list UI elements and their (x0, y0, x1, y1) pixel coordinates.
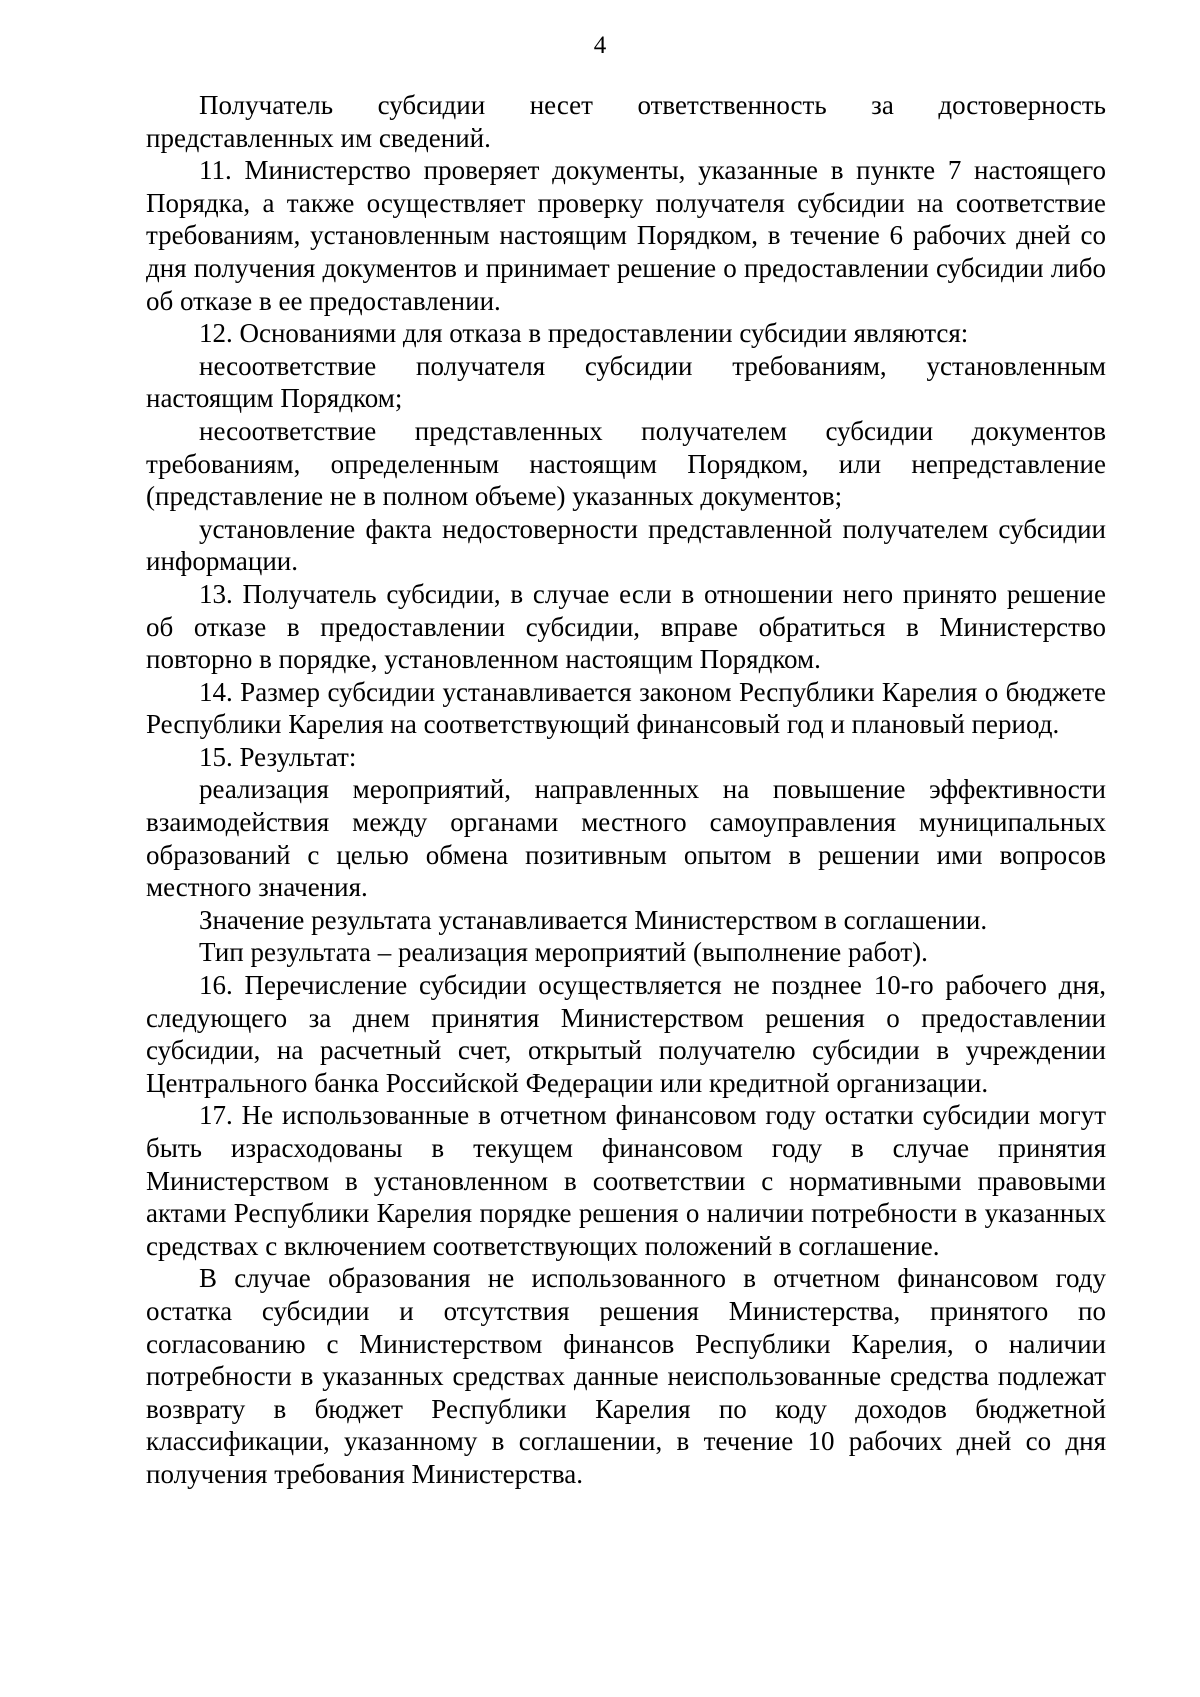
paragraph-13: 13. Получатель субсидии, в случае если в отношении него принято решение об отказе в предоставлении субсидии, вправе обратиться в Министерство повторно в порядке, установленном настоящим Порядком. (146, 578, 1106, 675)
paragraph-12-item-3: установление факта недостоверности представленной получателем субсидии информации. (146, 513, 1106, 577)
paragraph-15-type: Тип результата – реализация мероприятий (выполнение работ). (199, 937, 928, 968)
page-number: 4 (593, 32, 607, 59)
paragraph-17: 17. Не использованные в отчетном финансовом году остатки субсидии могут быть израсходованы в текущем финансовом году в случае принятия Министерством в установленном в соответствии с нормативными правовыми актами Республики Карелия порядке решения о наличии потребности в указанных средствах с включением соответствующих положений в соглашение. (146, 1100, 1106, 1261)
paragraph-15: 15. Результат: (199, 741, 357, 772)
paragraph-12: 12. Основаниями для отказа в предоставлении субсидии являются: (199, 318, 969, 349)
document-body (146, 89, 1106, 1491)
paragraph-responsibility: Получатель субсидии несет ответственность за достоверность представленных им сведений. (146, 90, 1106, 153)
paragraph-15-value: Значение результата устанавливается Министерством в соглашении. (199, 904, 988, 935)
paragraph-15-result: реализация мероприятий, направленных на повышение эффективности взаимодействия между органами местного самоуправления муниципальных образований с целью обмена позитивным опытом в решении ими вопросов местного значения. (146, 774, 1106, 903)
paragraph-12-item-1: несоответствие получателя субсидии требованиям, установленным настоящим Порядком; (146, 350, 1106, 414)
paragraph-14: 14. Размер субсидии устанавливается законом Республики Карелия о бюджете Республики Карелия на соответствующий финансовый год и плановый период. (146, 676, 1106, 740)
paragraph-17-return: В случае образования не использованного в отчетном финансовом году остатка субсидии и отсутствия решения Министерства, принятого по согласованию с Министерством финансов Республики Карелия, о наличии потребности в указанных средствах данные неиспользованные средства подлежат возврату в бюджет Республики Карелия по коду доходов бюджетной классификации, указанному в соглашении, в течение 10 рабочих дней со дня получения требования Министерства. (146, 1263, 1106, 1489)
paragraph-11: 11. Министерство проверяет документы, указанные в пункте 7 настоящего Порядка, а также осуществляет проверку получателя субсидии на соответствие требованиям, установленным настоящим Порядком, в течение 6 рабочих дней со дня получения документов и принимает решение о предоставлении субсидии либо об отказе в ее предоставлении. (146, 155, 1106, 316)
paragraph-12-item-2: несоответствие представленных получателем субсидии документов требованиям, определенным настоящим Порядком, или непредставление (представление не в полном объеме) указанных документов; (146, 415, 1106, 512)
paragraph-16: 16. Перечисление субсидии осуществляется не позднее 10-го рабочего дня, следующего за днем принятия Министерством решения о предоставлении субсидии, на расчетный счет, открытый получателю субсидии в учреждении Центрального банка Российской Федерации или кредитной организации. (146, 970, 1106, 1098)
